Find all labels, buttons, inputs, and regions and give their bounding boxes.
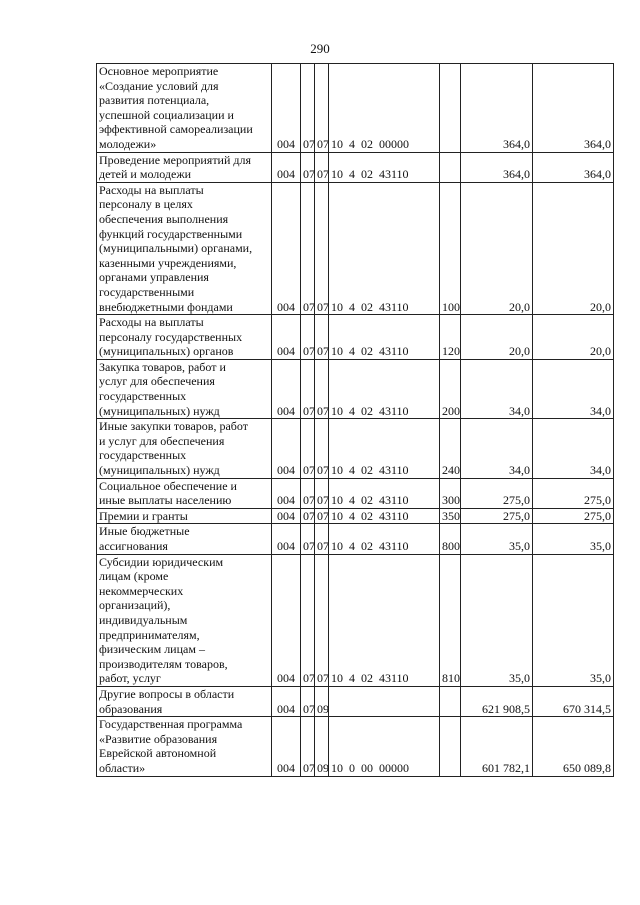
amount-year-2: 364,0: [533, 152, 614, 182]
gov-code: 004: [272, 182, 301, 314]
row-name: Иные бюджетные ассигнования: [97, 524, 272, 554]
target-article-code: 10 4 02 43110: [329, 182, 440, 314]
subsection-code: 07: [315, 554, 329, 686]
amount-year-2: 275,0: [533, 508, 614, 524]
gov-code: 004: [272, 508, 301, 524]
expense-type-code: 810: [440, 554, 461, 686]
target-article-code: 10 4 02 43110: [329, 152, 440, 182]
amount-year-2: 650 089,8: [533, 717, 614, 776]
amount-year-1: 621 908,5: [461, 686, 533, 716]
subsection-code: 07: [315, 359, 329, 418]
row-name: Социальное обеспечение и иные выплаты населению: [97, 478, 272, 508]
gov-code: 004: [272, 686, 301, 716]
table-row: [97, 182, 614, 314]
target-article-code: 10 4 02 43110: [329, 554, 440, 686]
amount-year-2: 364,0: [533, 64, 614, 153]
row-name: Расходы на выплаты персоналу государственных (муниципальных) органов: [97, 315, 272, 360]
row-name: Иные закупки товаров, работ и услуг для обеспечения государственных (муниципальных) нужд: [97, 419, 272, 478]
section-code: 07: [301, 524, 315, 554]
table-row: [97, 524, 614, 554]
expense-type-code: 800: [440, 524, 461, 554]
gov-code: 004: [272, 524, 301, 554]
section-code: 07: [301, 64, 315, 153]
expense-type-code: 120: [440, 315, 461, 360]
section-code: 07: [301, 315, 315, 360]
budget-table: [96, 63, 614, 777]
section-code: 07: [301, 554, 315, 686]
table-row: [97, 315, 614, 360]
target-article-code: 10 0 00 00000: [329, 717, 440, 776]
target-article-code: 10 4 02 43110: [329, 359, 440, 418]
expense-type-code: 350: [440, 508, 461, 524]
gov-code: 004: [272, 315, 301, 360]
table-row: [97, 419, 614, 478]
section-code: 07: [301, 508, 315, 524]
target-article-code: 10 4 02 43110: [329, 508, 440, 524]
table-row: [97, 554, 614, 686]
expense-type-code: [440, 686, 461, 716]
subsection-code: 07: [315, 64, 329, 153]
amount-year-1: 35,0: [461, 524, 533, 554]
expense-type-code: [440, 152, 461, 182]
row-name: Проведение мероприятий для детей и молодежи: [97, 152, 272, 182]
table-row: [97, 717, 614, 776]
expense-type-code: [440, 717, 461, 776]
row-name: Закупка товаров, работ и услуг для обеспечения государственных (муниципальных) нужд: [97, 359, 272, 418]
amount-year-1: 34,0: [461, 359, 533, 418]
table-row: [97, 686, 614, 716]
amount-year-2: 34,0: [533, 359, 614, 418]
target-article-code: 10 4 02 43110: [329, 419, 440, 478]
target-article-code: [329, 686, 440, 716]
page-number: 290: [310, 41, 330, 56]
row-name: Основное мероприятие «Создание условий для развития потенциала, успешной социализации и эффективной самореализации молодежи»: [97, 64, 272, 153]
row-name: Субсидии юридическим лицам (кроме некоммерческих организаций), индивидуальным предпринимателям, физическим лицам – производителям товаров, работ, услуг: [97, 554, 272, 686]
amount-year-2: 275,0: [533, 478, 614, 508]
subsection-code: 07: [315, 182, 329, 314]
target-article-code: 10 4 02 00000: [329, 64, 440, 153]
table-row: [97, 152, 614, 182]
target-article-code: 10 4 02 43110: [329, 315, 440, 360]
amount-year-1: 20,0: [461, 182, 533, 314]
subsection-code: 09: [315, 717, 329, 776]
section-code: 07: [301, 717, 315, 776]
gov-code: 004: [272, 554, 301, 686]
amount-year-2: 34,0: [533, 419, 614, 478]
subsection-code: 07: [315, 315, 329, 360]
expense-type-code: 100: [440, 182, 461, 314]
row-name: Премии и гранты: [97, 508, 272, 524]
amount-year-1: 20,0: [461, 315, 533, 360]
section-code: 07: [301, 419, 315, 478]
expense-type-code: [440, 64, 461, 153]
subsection-code: 09: [315, 686, 329, 716]
amount-year-2: 670 314,5: [533, 686, 614, 716]
expense-type-code: 240: [440, 419, 461, 478]
row-name: Расходы на выплаты персоналу в целях обеспечения выполнения функций государственными (муниципальными) органами, казенными учреждениями, органами управления государственными внебюджетными фондами: [97, 182, 272, 314]
expense-type-code: 200: [440, 359, 461, 418]
subsection-code: 07: [315, 419, 329, 478]
amount-year-1: 275,0: [461, 478, 533, 508]
amount-year-1: 275,0: [461, 508, 533, 524]
amount-year-1: 601 782,1: [461, 717, 533, 776]
gov-code: 004: [272, 359, 301, 418]
table-row: [97, 359, 614, 418]
table-row: [97, 478, 614, 508]
section-code: 07: [301, 182, 315, 314]
gov-code: 004: [272, 152, 301, 182]
gov-code: 004: [272, 717, 301, 776]
target-article-code: 10 4 02 43110: [329, 478, 440, 508]
gov-code: 004: [272, 64, 301, 153]
gov-code: 004: [272, 478, 301, 508]
amount-year-2: 20,0: [533, 315, 614, 360]
subsection-code: 07: [315, 152, 329, 182]
amount-year-1: 364,0: [461, 64, 533, 153]
subsection-code: 07: [315, 508, 329, 524]
amount-year-2: 35,0: [533, 524, 614, 554]
section-code: 07: [301, 478, 315, 508]
section-code: 07: [301, 359, 315, 418]
gov-code: 004: [272, 419, 301, 478]
subsection-code: 07: [315, 524, 329, 554]
row-name: Государственная программа «Развитие образования Еврейской автономной области»: [97, 717, 272, 776]
amount-year-1: 34,0: [461, 419, 533, 478]
expense-type-code: 300: [440, 478, 461, 508]
target-article-code: 10 4 02 43110: [329, 524, 440, 554]
amount-year-2: 20,0: [533, 182, 614, 314]
table-row: [97, 64, 614, 153]
table-row: [97, 508, 614, 524]
subsection-code: 07: [315, 478, 329, 508]
row-name: Другие вопросы в области образования: [97, 686, 272, 716]
amount-year-2: 35,0: [533, 554, 614, 686]
amount-year-1: 364,0: [461, 152, 533, 182]
section-code: 07: [301, 152, 315, 182]
amount-year-1: 35,0: [461, 554, 533, 686]
section-code: 07: [301, 686, 315, 716]
